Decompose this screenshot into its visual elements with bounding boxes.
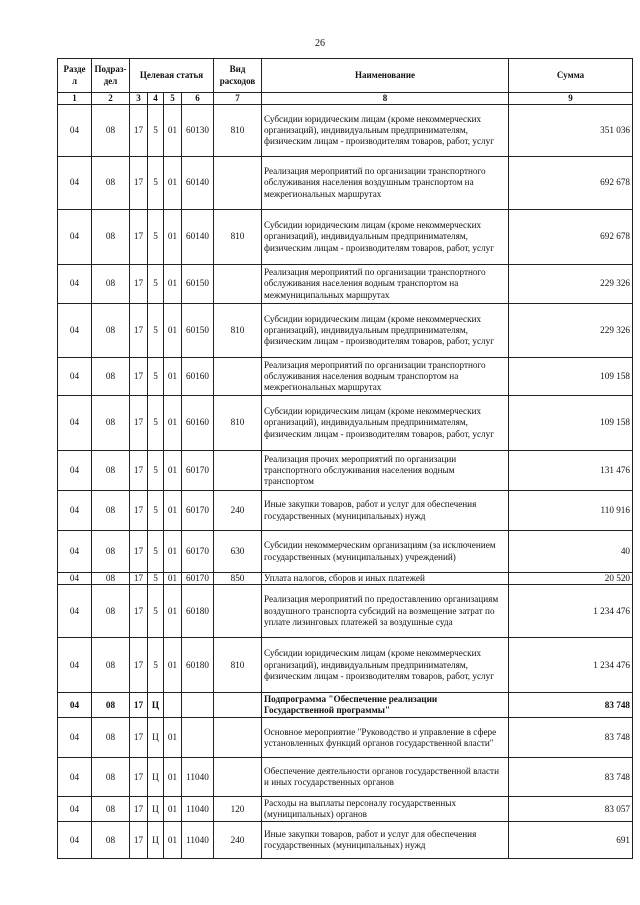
cell-razdel: 04 xyxy=(58,693,92,718)
cell-cs-program: 17 xyxy=(130,585,148,638)
cell-cs-subprogram: 5 xyxy=(148,105,164,157)
column-number: 4 xyxy=(148,93,164,105)
cell-cs-direction: 60170 xyxy=(182,573,214,585)
cell-summa: 109 158 xyxy=(509,358,633,396)
cell-cs-program: 17 xyxy=(130,304,148,358)
cell-cs-subprogram: 5 xyxy=(148,304,164,358)
cell-podrazdel: 08 xyxy=(92,718,130,758)
table-row xyxy=(58,531,633,573)
cell-cs-program: 17 xyxy=(130,822,148,859)
table-row xyxy=(58,758,633,797)
header-razdel: Разде л xyxy=(58,59,92,93)
cell-cs-program: 17 xyxy=(130,358,148,396)
cell-cs-direction: 60140 xyxy=(182,210,214,265)
column-number: 1 xyxy=(58,93,92,105)
column-number: 3 xyxy=(130,93,148,105)
cell-podrazdel: 08 xyxy=(92,265,130,304)
cell-vid-rashodov: 810 xyxy=(214,396,262,451)
cell-cs-subprogram: Ц xyxy=(148,797,164,822)
cell-cs-program: 17 xyxy=(130,758,148,797)
cell-summa: 1 234 476 xyxy=(509,638,633,693)
table-row xyxy=(58,573,633,585)
cell-cs-direction: 60170 xyxy=(182,531,214,573)
table-row xyxy=(58,396,633,451)
cell-cs-direction: 60130 xyxy=(182,105,214,157)
cell-cs-program: 17 xyxy=(130,157,148,210)
cell-podrazdel: 08 xyxy=(92,585,130,638)
cell-cs-subprogram: 5 xyxy=(148,531,164,573)
cell-summa: 20 520 xyxy=(509,573,633,585)
cell-razdel: 04 xyxy=(58,157,92,210)
cell-razdel: 04 xyxy=(58,797,92,822)
cell-summa: 229 326 xyxy=(509,304,633,358)
cell-naimenovanie: Реализация мероприятий по организации транспортного обслуживания населения воздушным транспортом на межрегиональных маршрутах xyxy=(262,157,509,210)
cell-naimenovanie: Иные закупки товаров, работ и услуг для обеспечения государственных (муниципальных) нужд xyxy=(262,822,509,859)
table-row xyxy=(58,585,633,638)
cell-podrazdel: 08 xyxy=(92,638,130,693)
table-row xyxy=(58,491,633,531)
cell-razdel: 04 xyxy=(58,573,92,585)
cell-cs-direction: 60150 xyxy=(182,265,214,304)
cell-summa: 692 678 xyxy=(509,210,633,265)
cell-summa: 110 916 xyxy=(509,491,633,531)
cell-cs-program: 17 xyxy=(130,797,148,822)
cell-cs-program: 17 xyxy=(130,491,148,531)
cell-cs-subprogram: 5 xyxy=(148,638,164,693)
cell-podrazdel: 08 xyxy=(92,105,130,157)
cell-naimenovanie: Расходы на выплаты персоналу государственных (муниципальных) органов xyxy=(262,797,509,822)
cell-vid-rashodov: 810 xyxy=(214,304,262,358)
cell-razdel: 04 xyxy=(58,758,92,797)
cell-cs-subprogram: Ц xyxy=(148,758,164,797)
column-number: 2 xyxy=(92,93,130,105)
cell-naimenovanie: Реализация мероприятий по предоставлению организациям воздушного транспорта субсидий на возмещение затрат по уплате лизинговых платежей за воздушные суда xyxy=(262,585,509,638)
cell-cs-event: 01 xyxy=(164,573,182,585)
column-number-row xyxy=(58,93,633,105)
cell-naimenovanie: Подпрограмма "Обеспечение реализации Государственной программы" xyxy=(262,693,509,718)
cell-cs-event: 01 xyxy=(164,304,182,358)
cell-cs-direction xyxy=(182,718,214,758)
cell-vid-rashodov: 810 xyxy=(214,210,262,265)
cell-podrazdel: 08 xyxy=(92,491,130,531)
cell-razdel: 04 xyxy=(58,210,92,265)
table-row xyxy=(58,797,633,822)
cell-razdel: 04 xyxy=(58,638,92,693)
cell-naimenovanie: Реализация мероприятий по организации транспортного обслуживания населения водным транспортом на межрегиональных маршрутах xyxy=(262,358,509,396)
cell-vid-rashodov xyxy=(214,157,262,210)
cell-summa: 692 678 xyxy=(509,157,633,210)
table-row xyxy=(58,210,633,265)
cell-cs-direction: 60180 xyxy=(182,638,214,693)
cell-razdel: 04 xyxy=(58,304,92,358)
cell-podrazdel: 08 xyxy=(92,573,130,585)
cell-cs-direction: 60160 xyxy=(182,358,214,396)
cell-razdel: 04 xyxy=(58,358,92,396)
cell-naimenovanie: Реализация мероприятий по организации транспортного обслуживания населения водным транспортом на межмуниципальных маршрутах xyxy=(262,265,509,304)
cell-naimenovanie: Реализация прочих мероприятий по организации транспортного обслуживания населения водным транспортом xyxy=(262,451,509,491)
table-row xyxy=(58,822,633,859)
table-row xyxy=(58,358,633,396)
cell-cs-subprogram: 5 xyxy=(148,358,164,396)
cell-cs-direction: 60150 xyxy=(182,304,214,358)
cell-cs-event: 01 xyxy=(164,822,182,859)
cell-summa: 131 476 xyxy=(509,451,633,491)
cell-summa: 40 xyxy=(509,531,633,573)
cell-cs-subprogram: 5 xyxy=(148,157,164,210)
cell-cs-program: 17 xyxy=(130,693,148,718)
cell-cs-subprogram: 5 xyxy=(148,491,164,531)
cell-naimenovanie: Обеспечение деятельности органов государственной власти и иных государственных органов xyxy=(262,758,509,797)
cell-vid-rashodov xyxy=(214,718,262,758)
cell-vid-rashodov: 240 xyxy=(214,491,262,531)
column-number: 8 xyxy=(262,93,509,105)
cell-naimenovanie: Иные закупки товаров, работ и услуг для обеспечения государственных (муниципальных) нужд xyxy=(262,491,509,531)
header-row xyxy=(58,59,633,93)
cell-razdel: 04 xyxy=(58,822,92,859)
header-naimenovanie: Наименование xyxy=(262,59,509,93)
cell-cs-program: 17 xyxy=(130,573,148,585)
cell-cs-subprogram: Ц xyxy=(148,718,164,758)
cell-naimenovanie: Субсидии юридическим лицам (кроме некоммерческих организаций), индивидуальным предпринимателям, физическим лицам - производителям товаров, работ, услуг xyxy=(262,638,509,693)
cell-naimenovanie: Уплата налогов, сборов и иных платежей xyxy=(262,573,509,585)
cell-cs-event: 01 xyxy=(164,396,182,451)
cell-vid-rashodov: 240 xyxy=(214,822,262,859)
cell-cs-event: 01 xyxy=(164,265,182,304)
cell-cs-subprogram: Ц xyxy=(148,822,164,859)
table-row xyxy=(58,638,633,693)
header-vid-rashodov: Вид расходов xyxy=(214,59,262,93)
cell-podrazdel: 08 xyxy=(92,210,130,265)
cell-summa: 83 748 xyxy=(509,693,633,718)
cell-vid-rashodov xyxy=(214,693,262,718)
cell-naimenovanie: Субсидии некоммерческим организациям (за исключением государственных (муниципальных) учреждений) xyxy=(262,531,509,573)
cell-cs-direction: 11040 xyxy=(182,822,214,859)
cell-cs-program: 17 xyxy=(130,265,148,304)
cell-podrazdel: 08 xyxy=(92,358,130,396)
cell-naimenovanie: Субсидии юридическим лицам (кроме некоммерческих организаций), индивидуальным предпринимателям, физическим лицам - производителям товаров, работ, услуг xyxy=(262,304,509,358)
cell-podrazdel: 08 xyxy=(92,822,130,859)
cell-cs-program: 17 xyxy=(130,451,148,491)
cell-podrazdel: 08 xyxy=(92,693,130,718)
header-celevaya-statya: Целевая статья xyxy=(130,59,214,93)
cell-cs-subprogram: 5 xyxy=(148,396,164,451)
cell-cs-subprogram: 5 xyxy=(148,210,164,265)
cell-cs-direction: 60170 xyxy=(182,451,214,491)
table-row xyxy=(58,304,633,358)
cell-razdel: 04 xyxy=(58,105,92,157)
header-summa: Сумма xyxy=(509,59,633,93)
cell-cs-program: 17 xyxy=(130,718,148,758)
cell-vid-rashodov: 850 xyxy=(214,573,262,585)
table-row xyxy=(58,451,633,491)
cell-cs-event: 01 xyxy=(164,718,182,758)
cell-cs-event: 01 xyxy=(164,358,182,396)
cell-cs-program: 17 xyxy=(130,105,148,157)
cell-cs-program: 17 xyxy=(130,638,148,693)
cell-cs-program: 17 xyxy=(130,531,148,573)
cell-summa: 109 158 xyxy=(509,396,633,451)
cell-cs-event: 01 xyxy=(164,451,182,491)
cell-summa: 83 748 xyxy=(509,758,633,797)
cell-cs-program: 17 xyxy=(130,396,148,451)
cell-cs-direction: 60180 xyxy=(182,585,214,638)
cell-cs-subprogram: 5 xyxy=(148,573,164,585)
cell-summa: 83 057 xyxy=(509,797,633,822)
cell-cs-event: 01 xyxy=(164,797,182,822)
cell-vid-rashodov xyxy=(214,358,262,396)
page-number: 26 xyxy=(315,38,325,49)
cell-podrazdel: 08 xyxy=(92,304,130,358)
cell-summa: 1 234 476 xyxy=(509,585,633,638)
cell-podrazdel: 08 xyxy=(92,531,130,573)
cell-razdel: 04 xyxy=(58,451,92,491)
cell-naimenovanie: Субсидии юридическим лицам (кроме некоммерческих организаций), индивидуальным предпринимателям, физическим лицам - производителям товаров, работ, услуг xyxy=(262,105,509,157)
cell-cs-subprogram: 5 xyxy=(148,585,164,638)
table-row xyxy=(58,265,633,304)
cell-summa: 351 036 xyxy=(509,105,633,157)
cell-cs-event: 01 xyxy=(164,758,182,797)
cell-cs-event: 01 xyxy=(164,210,182,265)
cell-cs-direction xyxy=(182,693,214,718)
cell-cs-event: 01 xyxy=(164,491,182,531)
cell-cs-event: 01 xyxy=(164,157,182,210)
budget-table xyxy=(57,58,633,859)
column-number: 5 xyxy=(164,93,182,105)
cell-podrazdel: 08 xyxy=(92,396,130,451)
cell-cs-subprogram: 5 xyxy=(148,451,164,491)
cell-razdel: 04 xyxy=(58,265,92,304)
cell-vid-rashodov: 810 xyxy=(214,105,262,157)
cell-naimenovanie: Субсидии юридическим лицам (кроме некоммерческих организаций), индивидуальным предпринимателям, физическим лицам - производителям товаров, работ, услуг xyxy=(262,396,509,451)
cell-podrazdel: 08 xyxy=(92,157,130,210)
cell-vid-rashodov: 810 xyxy=(214,638,262,693)
cell-summa: 691 xyxy=(509,822,633,859)
table-row xyxy=(58,157,633,210)
cell-cs-direction: 60160 xyxy=(182,396,214,451)
cell-summa: 229 326 xyxy=(509,265,633,304)
cell-vid-rashodov xyxy=(214,758,262,797)
cell-cs-program: 17 xyxy=(130,210,148,265)
cell-vid-rashodov xyxy=(214,451,262,491)
cell-cs-event: 01 xyxy=(164,531,182,573)
cell-cs-event: 01 xyxy=(164,105,182,157)
cell-podrazdel: 08 xyxy=(92,797,130,822)
cell-cs-direction: 11040 xyxy=(182,797,214,822)
cell-cs-event: 01 xyxy=(164,638,182,693)
cell-cs-event: 01 xyxy=(164,585,182,638)
cell-cs-direction: 60170 xyxy=(182,491,214,531)
table-row xyxy=(58,693,633,718)
cell-cs-subprogram: 5 xyxy=(148,265,164,304)
cell-razdel: 04 xyxy=(58,718,92,758)
cell-vid-rashodov: 120 xyxy=(214,797,262,822)
column-number: 7 xyxy=(214,93,262,105)
cell-cs-event xyxy=(164,693,182,718)
cell-cs-subprogram: Ц xyxy=(148,693,164,718)
cell-podrazdel: 08 xyxy=(92,451,130,491)
cell-vid-rashodov xyxy=(214,265,262,304)
cell-razdel: 04 xyxy=(58,531,92,573)
column-number: 9 xyxy=(509,93,633,105)
cell-vid-rashodov: 630 xyxy=(214,531,262,573)
cell-naimenovanie: Основное мероприятие "Руководство и управление в сфере установленных функций органов государственной власти" xyxy=(262,718,509,758)
table-row xyxy=(58,718,633,758)
cell-razdel: 04 xyxy=(58,396,92,451)
cell-cs-direction: 11040 xyxy=(182,758,214,797)
header-podrazdel: Подраз-дел xyxy=(92,59,130,93)
cell-podrazdel: 08 xyxy=(92,758,130,797)
table-row xyxy=(58,105,633,157)
column-number: 6 xyxy=(182,93,214,105)
cell-razdel: 04 xyxy=(58,585,92,638)
cell-cs-direction: 60140 xyxy=(182,157,214,210)
cell-summa: 83 748 xyxy=(509,718,633,758)
cell-naimenovanie: Субсидии юридическим лицам (кроме некоммерческих организаций), индивидуальным предпринимателям, физическим лицам - производителям товаров, работ, услуг xyxy=(262,210,509,265)
cell-vid-rashodov xyxy=(214,585,262,638)
cell-razdel: 04 xyxy=(58,491,92,531)
